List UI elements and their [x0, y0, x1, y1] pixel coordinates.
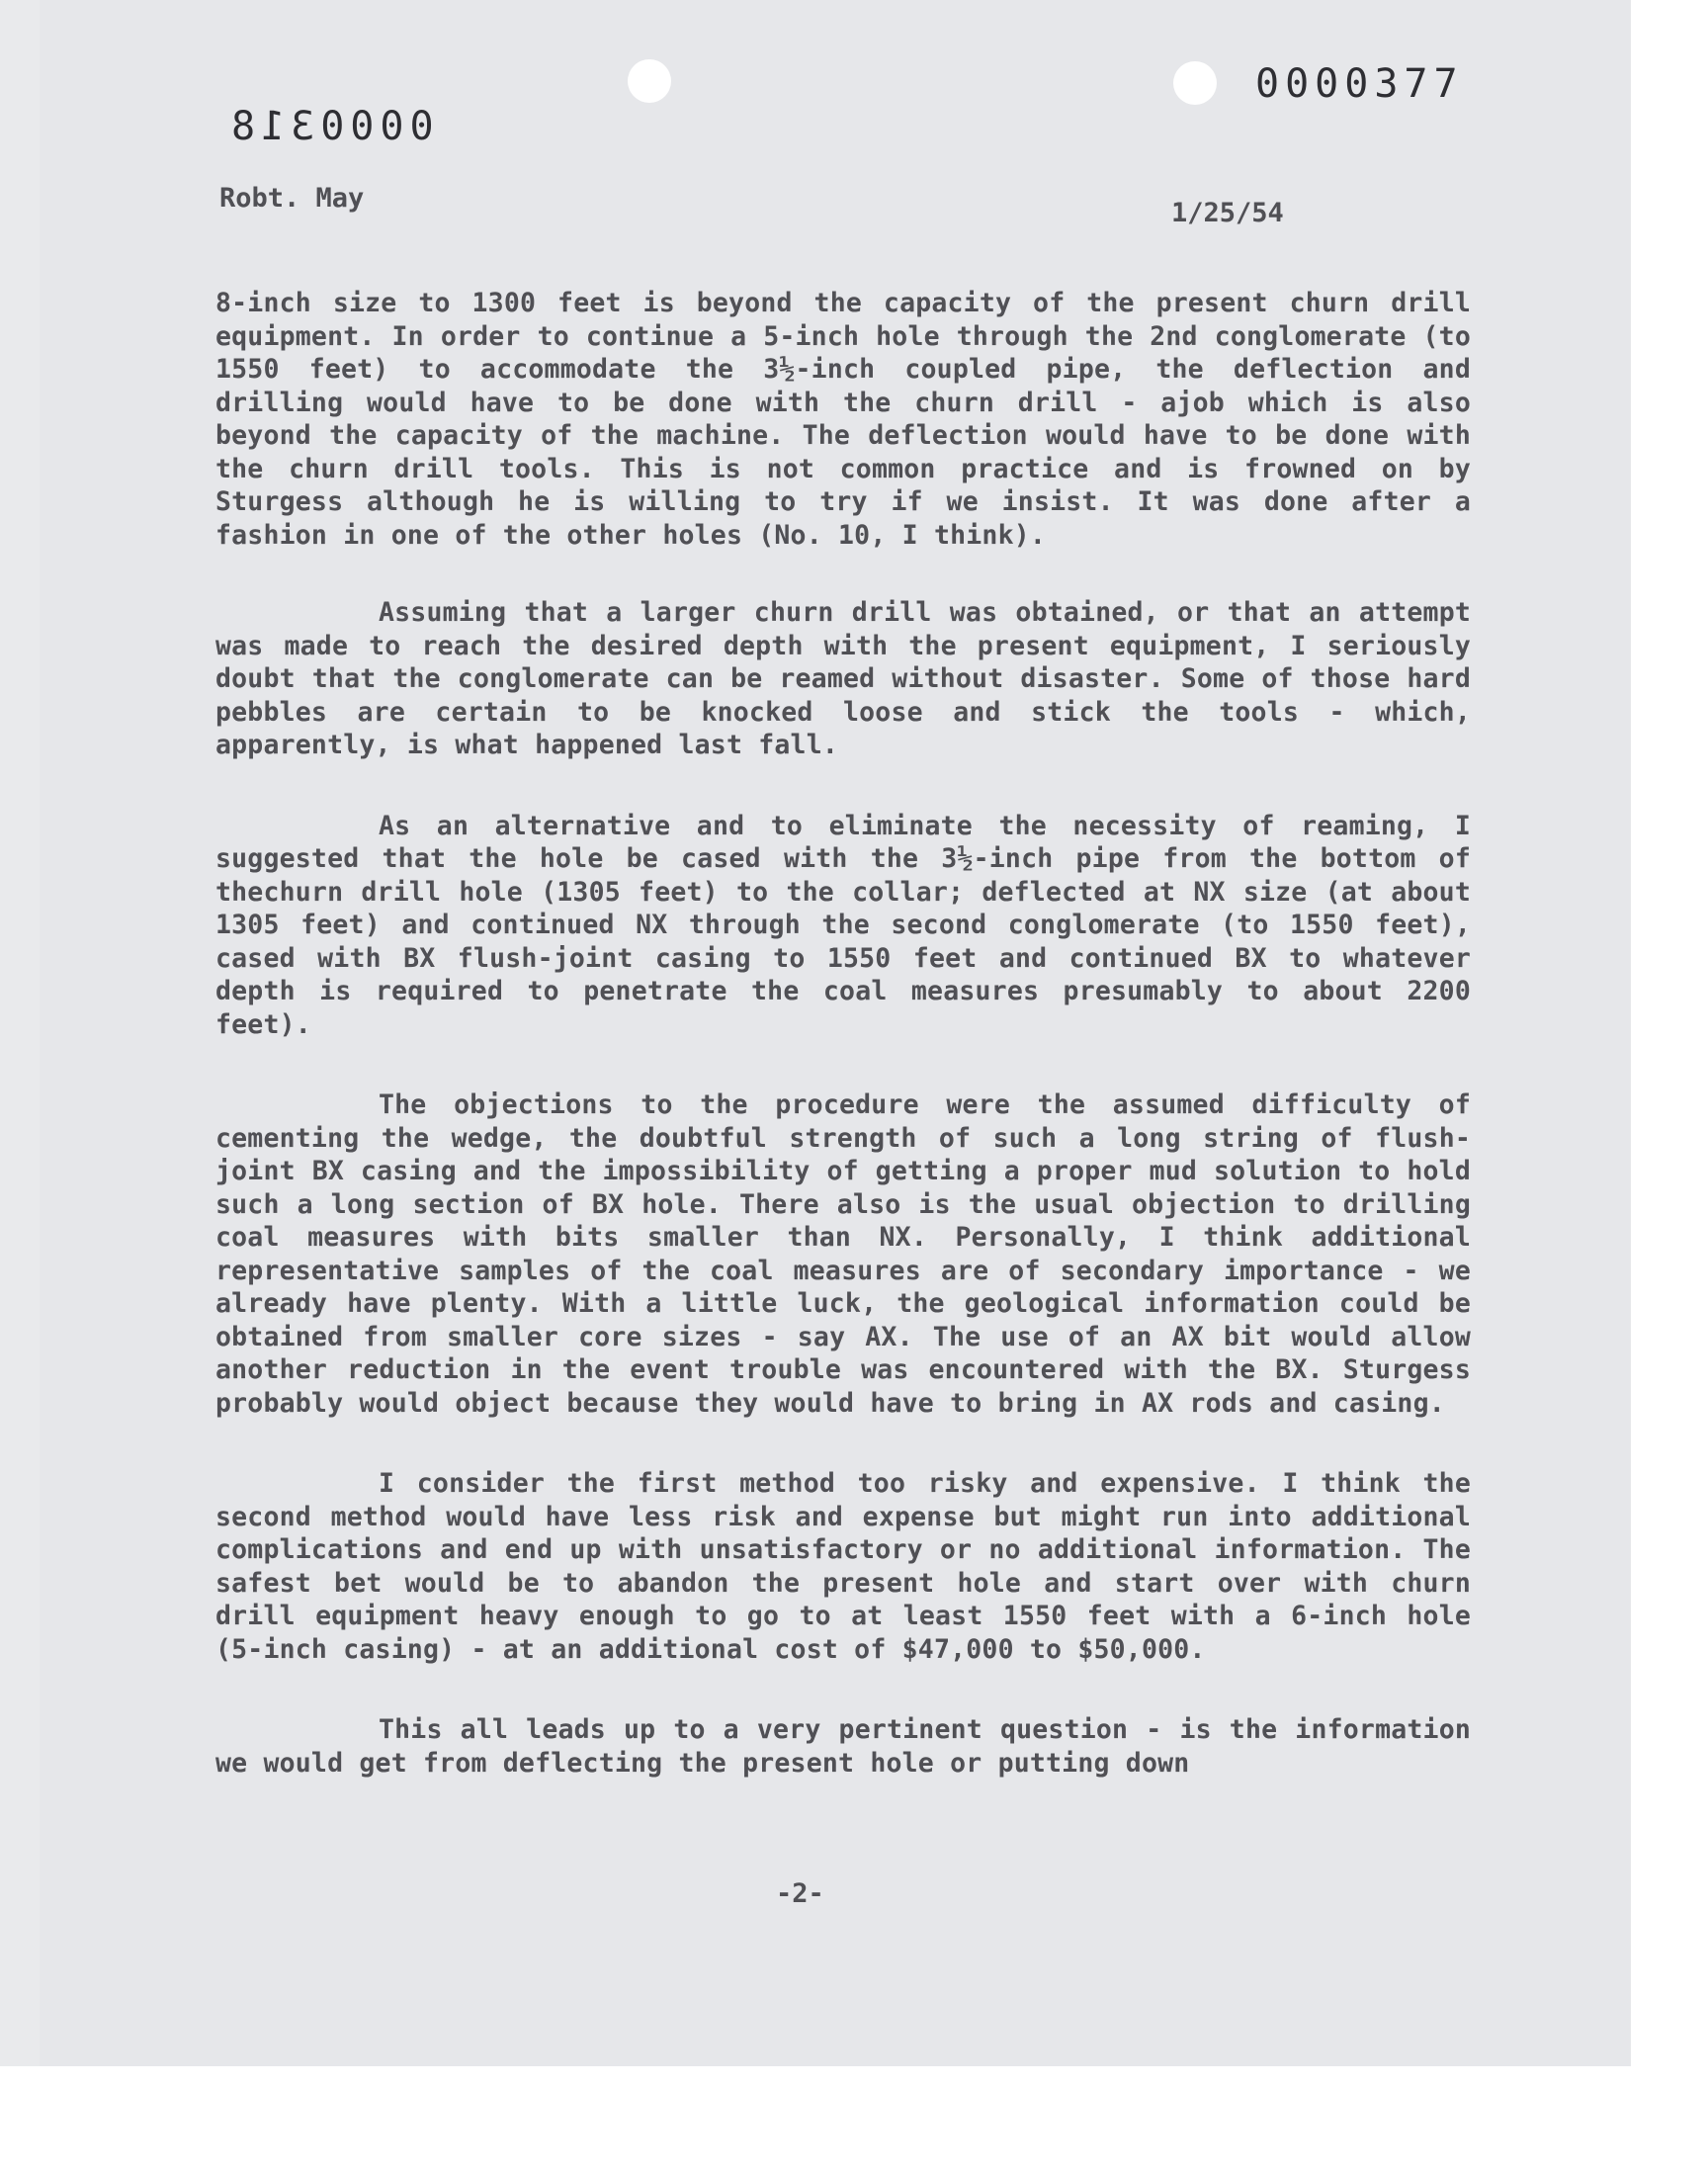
punch-hole-left	[628, 59, 671, 103]
paragraph-5: I consider the first method too risky and expensive. I think the second method would have less risk and expense but might run into additional complications and end up with unsatisfactory or no additional information. The safest bet would be to abandon the present hole and start over with churn drill equipment heavy enough to go to at least 1550 feet with a 6-inch hole (5-inch casing) - at an additional cost of $47,000 to $50,000.	[215, 1468, 1471, 1665]
memo-body	[215, 287, 1471, 1827]
page-number: -2-	[776, 1878, 824, 1909]
memo-date: 1/25/54	[1171, 198, 1284, 228]
paragraph-1: 8-inch size to 1300 feet is beyond the capacity of the present churn drill equipment. In order to continue a 5-inch hole through the 2nd conglomerate (to 1550 feet) to accommodate the 3½-inch coupled pipe, the deflection and drilling would have to be done with the churn drill - ajob which is also beyond the capacity of the machine. The deflection would have to be done with the churn drill tools. This is not common practice and is frowned on by Sturgess although he is willing to try if we insist. It was done after a fashion in one of the other holes (No. 10, I think).	[215, 288, 1471, 551]
mirrored-document-number: 0000318	[225, 104, 434, 149]
author-name: Robt. May	[219, 183, 365, 214]
paragraph-3: As an alternative and to eliminate the necessity of reaming, I suggested that the hole be cased with the 3½-inch pipe from the bottom of thechurn drill hole (1305 feet) to the collar; deflected at NX size (at about 1305 feet) and continued NX through the second conglomerate (to 1550 feet), cased with BX flush-joint casing to 1550 feet and continued BX to whatever depth is required to penetrate the coal measures presumably to about 2200 feet).	[215, 810, 1471, 1040]
paragraph-2: Assuming that a larger churn drill was obtained, or that an attempt was made to reach the desired depth with the present equipment, I seriously doubt that the conglomerate can be reamed without disaster. Some of those hard pebbles are certain to be knocked loose and stick the tools - which, apparently, is what happened last fall.	[215, 597, 1471, 760]
punch-hole-right	[1173, 61, 1217, 105]
paragraph-4: The objections to the procedure were the assumed difficulty of cementing the wedge, the doubtful strength of such a long string of flush-joint BX casing and the impossibility of getting a proper mud solution to hold such a long section of BX hole. There also is the usual objection to drilling coal measures with bits smaller than NX. Personally, I think additional representative samples of the coal measures are of secondary importance - we already have plenty. With a little luck, the geological information could be obtained from smaller core sizes - say AX. The use of an AX bit would allow another reduction in the event trouble was encountered with the BX. Sturgess probably would object because they would have to bring in AX rods and casing.	[215, 1089, 1471, 1419]
paragraph-6: This all leads up to a very pertinent question - is the information we would get from deflecting the present hole or putting down	[215, 1714, 1471, 1779]
document-number: 0000377	[1255, 61, 1464, 107]
